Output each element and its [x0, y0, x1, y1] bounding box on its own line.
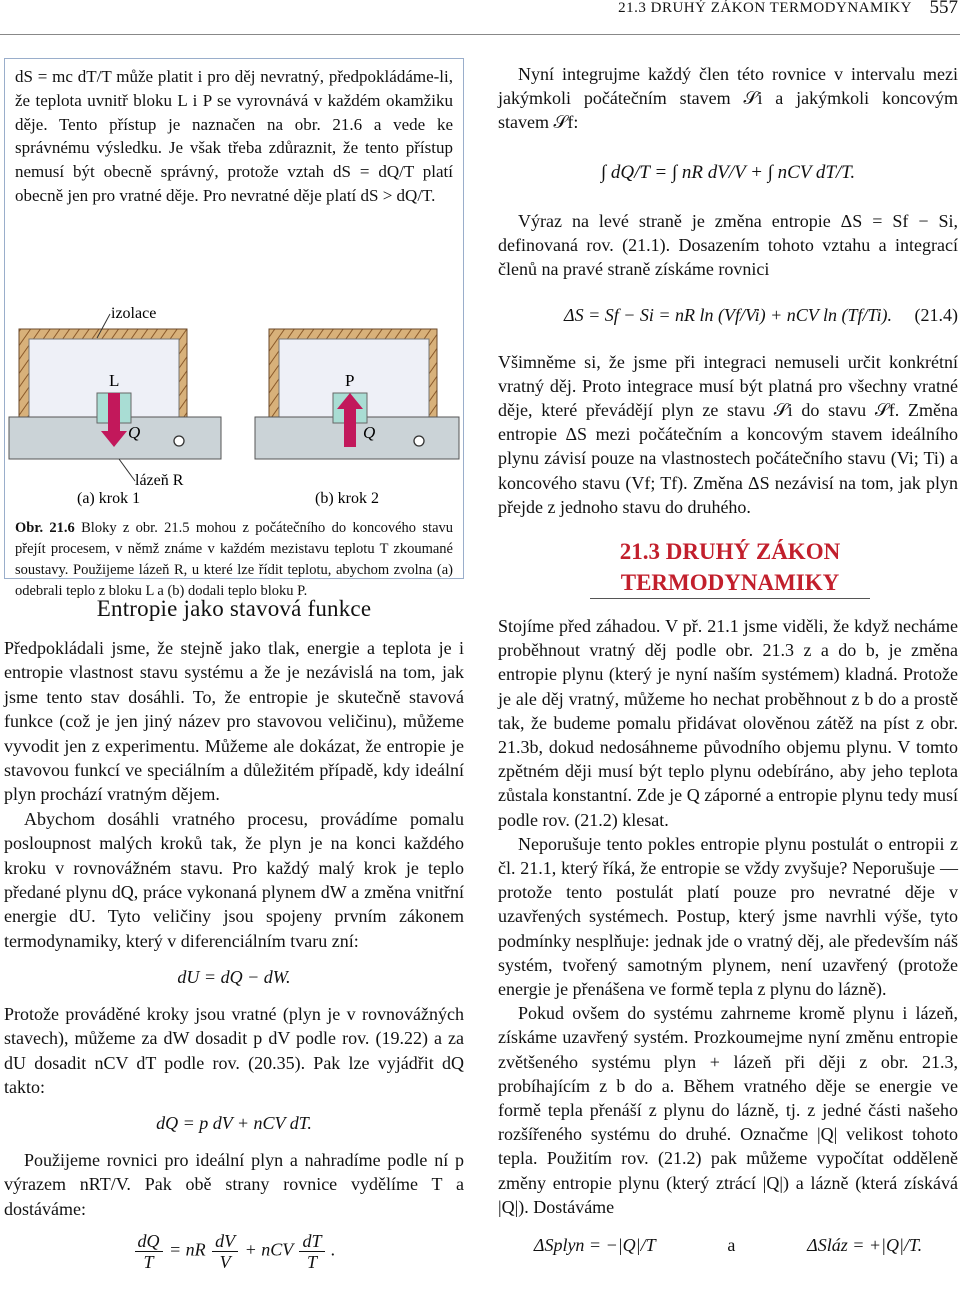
box-intro-text: dS = mc dT/T může platit i pro děj nevratný, předpokládáme-li, že teplota uvnitř bloku L i P se vyrovnává v každém okamžiku děje. Tento přístup je naznačen na obr. 21.6 a vede ke správnému výsledku. Je však třeba zdůraznit, že tento přístup nemusí být obecně správný, protože vztah dS = dQ/T platí obecně jen pro vratné děje. Pro nevratné děje platí dS > dQ/T.: [15, 67, 453, 205]
page-number: 557: [929, 0, 958, 18]
eq3-end: .: [331, 1239, 336, 1260]
right-paragraph-6: Pokud ovšem do systému zahrneme kromě plynu i lázeň, získáme uzavřený systém. Prozkoumejme nyní změnu entropie zvětšeného systému plyn + lázeň při ději z obr. 21.3, probíhajícím z b do a. Během vratného děje se energie ve formě tepla přenáší z plynu do lázně, tj. z jedné části našeho rozšířeného systému do druhé. Označme |Q| velikost tohoto tepla. Použitím rov. (21.2) pak můžeme vypočítat odděleně změny entropie plynu (který ztrácí |Q|) a lázně (která získává |Q|). Dostáváme: [498, 1003, 958, 1217]
section-heading: [590, 536, 870, 598]
integral-equation: ∫ dQ/T = ∫ nR dV/V + ∫ nCV dT/T.: [600, 161, 856, 183]
equation-dq-over-t: [4, 1231, 464, 1272]
lazen-leader: [119, 459, 135, 481]
figure-box: [4, 58, 464, 599]
equation-21-4: [498, 303, 958, 327]
right-paragraph-4: Stojíme před záhadou. V př. 21.1 jsme viděli, že když necháme proběhnout vratný děj podle obr. 21.3 z a do b, je změna entropie plynu (který je nyní naším systémem) kladná. Protože je ale děj vratný, můžeme ho nechat proběhnout z b do a prostě tak, že budeme pomalu přidávat olověnou zátěž na píst z obr. 21.3b, dokud nedosáhneme původního objemu plynu. V tomto zpětném ději musí být teplo plynu odebíráno, aby jeho teplota zůstala konstantní. Zde je Q záporné a entropie plynu tedy musí podle rov. (21.2) klesat.: [498, 616, 958, 830]
left-column-body: [4, 636, 464, 1272]
step-1-diagram: [9, 329, 221, 459]
right-paragraph-5: Neporušuje tento pokles entropie plynu postulát o entropii z čl. 21.1, který říká, že entropie se vždy zvyšuje? Neporušuje — protože tento postulát platí pouze pro nevratné děje v uzavřených systémech. Postup, který jsme navrhli výše, tyto podmínky nesplňuje: jednak jde o vratný děj, ale především náš systém, tvořený samotným plynem, není uzavřený (protože energie je přenášena ve formě tepla z plynu do lázně).: [498, 833, 958, 1000]
eq-delta-s-plyn: ΔSplyn = −|Q|/T: [533, 1235, 656, 1256]
caption-text: Bloky z obr. 21.5 mohou z počátečního do koncového stavu přejít procesem, v němž známe v každém mezistavu teplotu T zkoumané soustavy. Použijeme lázeň R, u které lze řídit teplotu, abychom zvolna (a) odebrali teplo z bloku L a (b) dodali teplo bloku P.: [15, 520, 453, 599]
label-q-left: Q: [128, 423, 141, 442]
right-column-bottom: [498, 614, 958, 1257]
eq-delta-s-laz: ΔSláz = +|Q|/T.: [807, 1235, 923, 1256]
left-paragraph-2: Abychom dosáhli vratného procesu, provádíme pomalu posloupnost malých kroků tak, že plyn je na konci každého kroku v rovnovážném stavu. Pro každý malý krok je teplo předané plynu dQ, práce vykonaná plynem dW a změna vnitřní energie dU. Tyto veličiny jsou spojeny prvním zákonem termodynamiky, který v diferenciálním tvaru zní:: [4, 808, 464, 951]
label-block-L: L: [109, 371, 120, 390]
label-q-right: Q: [363, 423, 376, 442]
label-lazen: lázeň R: [135, 472, 184, 489]
right-paragraph-3: Všimněme si, že jsme při integraci nemuseli určit konkrétní vratný děj. Proto integrace musí být platná pro všechny vratné děje, které převádějí plyn ze stavu 𝒮i do stavu 𝒮f. Změna entropie ΔS mezi počátečním a koncovým stavem ideálního plynu závisí pouze na vlastnostech počátečního stavu (Vi; Ti) a koncového stavu (Vf; Tf). Změna ΔS nezávisí na tom, jak plyn přejde z jednoho stavu do druhého.: [498, 351, 958, 517]
figure-caption: [15, 518, 453, 602]
section-heading-rule: [590, 598, 870, 599]
label-step-b: (b) krok 2: [315, 490, 379, 507]
entropy-change-equations: [498, 1233, 958, 1257]
left-paragraph-4: Použijeme rovnici pro ideální plyn a nahradíme podle ní p výrazem nRT/V. Pak obě strany rovnice vydělíme T a dostáváme:: [4, 1149, 464, 1219]
label-izolace: izolace: [111, 305, 157, 322]
right-paragraph-1: Nyní integrujme každý člen této rovnice v intervalu mezi jakýmkoli počátečním stavem 𝒮i a jakýmkoli koncovým stavem 𝒮f:: [498, 64, 958, 133]
bath-knob-left: [174, 436, 184, 446]
frac-dq-t: $\frac{dQ}{T}$: [135, 1231, 163, 1272]
step-2-diagram: [255, 329, 459, 459]
left-paragraph-1: Předpokládali jsme, že stejně jako tlak, energie a teplota je i entropie vlastnost stavu systému a že je nezávislá na tom, jak jsme tento stav dosáhli. To, že entropie je skutečně stavová funkce (což je jen jiný název pro stavovou veličinu), můžeme vyvodit jen z experimentu. Můžeme ale dokázat, že entropie je stavovou funkcí ve speciálním a důležitém případě, kdy ideální plyn prochází vratným dějem.: [4, 638, 464, 805]
caption-label: Obr. 21.6: [15, 520, 75, 536]
equation-21-4-number: (21.4): [914, 305, 958, 326]
eq3-plus: + nCV: [244, 1239, 293, 1260]
eq-and: a: [727, 1235, 736, 1256]
right-column-top: [498, 62, 958, 519]
frac-dt-t: $\frac{dT}{T}$: [299, 1231, 324, 1272]
eq3-mid: = nR: [169, 1239, 206, 1260]
figure-21-6: [5, 295, 463, 515]
label-block-P: P: [345, 371, 355, 390]
equation-du: dU = dQ − dW.: [177, 967, 291, 988]
section-title-line-1: 21.3 DRUHÝ ZÁKON: [619, 539, 841, 564]
left-paragraph-3: Protože prováděné kroky jsou vratné (plyn je v rovnovážných stavech), můžeme za dW dosadit p dV podle rov. (19.22) a za dU dosadit nCV dT podle rov. (20.35). Pak lze vyjádřit dQ takto:: [4, 1003, 464, 1097]
right-paragraph-2: Výraz na levé straně je změna entropie ΔS = Sf − Si, definovaná rov. (21.1). Dosazením tohoto vztahu a integrací členů na pravé straně získáme rovnici: [498, 210, 958, 280]
equation-21-4-body: ΔS = Sf − Si = nR ln (Vf/Vi) + nCV ln (Tf/Ti).: [564, 305, 892, 326]
frac-dv-v: $\frac{dV}{V}$: [212, 1231, 238, 1272]
bath-knob-right: [414, 436, 424, 446]
equation-dq: dQ = p dV + nCV dT.: [156, 1113, 312, 1134]
header-section-title: 21.3 DRUHÝ ZÁKON TERMODYNAMIKY: [618, 0, 912, 16]
label-step-a: (a) krok 1: [77, 490, 141, 507]
subsection-heading: Entropie jako stavová funkce: [96, 596, 372, 621]
running-header: [0, 0, 960, 35]
section-title-line-2: TERMODYNAMIKY: [620, 570, 840, 595]
